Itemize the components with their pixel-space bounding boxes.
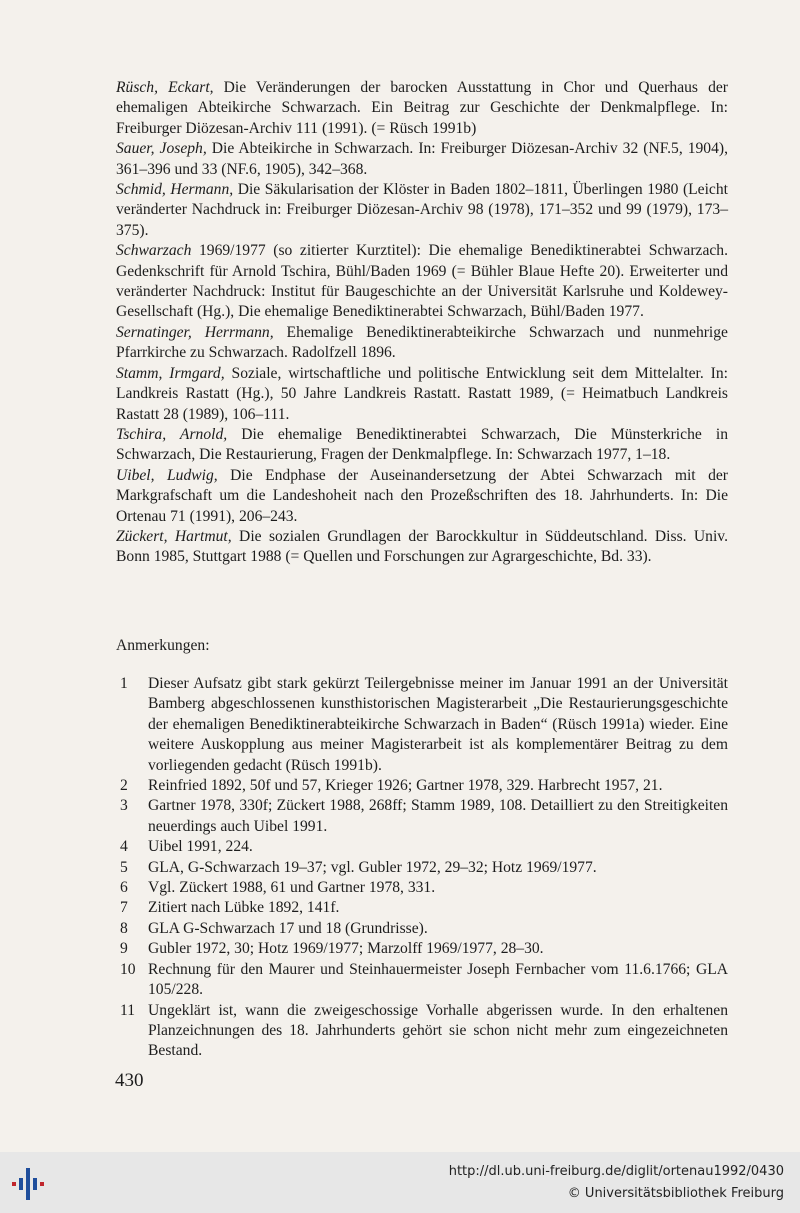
- entry-text: Die Veränderungen der barocken Ausstattung in Chor und Querhaus der ehemaligen Abteikirche Schwarzach. Ein Beitrag zur Geschichte der Denkmalpflege. In: Freiburger Diözesan-Archiv 111 (1991). (= Rüsch 1991b): [116, 79, 728, 137]
- note-text: Dieser Aufsatz gibt stark gekürzt Teilergebnisse meiner im Januar 1991 an der Universität Bamberg abgeschlossenen kunsthistorischen Magisterarbeit „Die Restaurierungsgeschichte der ehemaligen Benediktinerabteikirche Schwarzach in Baden“ (Rüsch 1991a) wieder. Eine weitere Auskopplung aus meiner Magisterarbeit ist als komplementärer Beitrag zu dem vorliegenden gedacht (Rüsch 1991b).: [148, 675, 728, 774]
- entry-author: Schmid, Hermann,: [116, 181, 234, 199]
- bibliography-entry: [116, 466, 728, 527]
- note-number: 2: [120, 777, 128, 795]
- bibliography-list: [116, 78, 728, 568]
- notes-heading: Anmerkungen:: [116, 637, 210, 654]
- entry-author: Tschira, Arnold,: [116, 425, 228, 443]
- viewer-footer: [0, 1152, 800, 1213]
- entry-author: Rüsch, Eckart,: [116, 79, 214, 96]
- ub-freiburg-logo-icon[interactable]: [12, 1162, 52, 1202]
- entry-text: Die Abteikirche in Schwarzach. In: Freiburger Diözesan-Archiv 32 (NF.5, 1904), 361–396 und 33 (NF.6, 1905), 342–368.: [116, 140, 728, 178]
- bibliography-entry: [116, 323, 728, 364]
- note-number: 9: [120, 940, 128, 958]
- note-number: 11: [120, 1001, 136, 1019]
- note-text: Ungeklärt ist, wann die zweigeschossige Vorhalle abgerissen wurde. In den erhaltenen Planzeichnungen des 18. Jahrhunderts gehört sie schon nicht mehr zum eingezeichneten Bestand.: [148, 1001, 728, 1060]
- note-number: 10: [120, 960, 136, 978]
- copyright-text: © Universitätsbibliothek Freiburg: [567, 1186, 784, 1201]
- note-item: [116, 674, 728, 776]
- note-text: Rechnung für den Maurer und Steinhauermeister Joseph Fernbacher vom 11.6.1766; GLA 105/228.: [148, 960, 728, 999]
- note-item: [116, 960, 728, 1001]
- note-item: [116, 776, 728, 796]
- note-number: 1: [120, 675, 128, 692]
- bibliography-entry: [116, 527, 728, 568]
- entry-text: 1969/1977 (so zitierter Kurztitel): Die ehemalige Benediktinerabtei Schwarzach. Gedenkschrift für Arnold Tschira, Bühl/Baden 1969 (= Bühler Blaue Hefte 20). Erweiterter und veränderter Nachdruck: Institut für Baugeschichte an der Universität Karlsruhe und Koldewey-Gesellschaft (Hg.), Die ehemalige Benediktinerabtei Schwarzach, Bühl/Baden 1977.: [116, 242, 728, 321]
- note-item: [116, 796, 728, 837]
- entry-text: Ehemalige Benediktinerabteikirche Schwarzach und nunmehrige Pfarrkirche zu Schwarzach. Radolfzell 1896.: [116, 323, 728, 362]
- entry-author: Schwarzach: [116, 242, 192, 260]
- note-text: Zitiert nach Lübke 1892, 141f.: [148, 899, 340, 917]
- note-number: 8: [120, 919, 128, 937]
- entry-text: Die Endphase der Auseinandersetzung der Abtei Schwarzach mit der Markgrafschaft um die Landeshoheit nach den Prozeßschriften des 18. Jahrhunderts. In: Die Ortenau 71 (1991), 206–243.: [116, 466, 728, 525]
- bibliography-entry: [116, 364, 728, 425]
- entry-author: Sauer, Joseph,: [116, 140, 207, 158]
- note-number: 5: [120, 858, 128, 876]
- notes-list: [116, 674, 728, 1062]
- note-number: 4: [120, 838, 128, 856]
- bibliography-entry: [116, 180, 728, 241]
- entry-text: Die ehemalige Benediktinerabtei Schwarzach, Die Münsterkriche in Schwarzach, Die Restaurierung, Fragen der Denkmalpflege. In: Schwarzach 1977, 1–18.: [116, 425, 728, 464]
- entry-text: Die sozialen Grundlagen der Barockkultur in Süddeutschland. Diss. Univ. Bonn 1985, Stuttgart 1988 (= Quellen und Forschungen zur Agrargeschichte, Bd. 33).: [116, 527, 728, 566]
- note-item: [116, 878, 728, 898]
- note-text: Reinfried 1892, 50f und 57, Krieger 1926; Gartner 1978, 329. Harbrecht 1957, 21.: [148, 777, 663, 795]
- note-item: [116, 939, 728, 959]
- note-text: GLA, G-Schwarzach 19–37; vgl. Gubler 1972, 29–32; Hotz 1969/1977.: [148, 858, 597, 876]
- note-text: GLA G-Schwarzach 17 und 18 (Grundrisse).: [148, 919, 428, 937]
- source-url-link[interactable]: http://dl.ub.uni-freiburg.de/diglit/ortenau1992/0430: [448, 1164, 784, 1179]
- entry-text: Soziale, wirtschaftliche und politische Entwicklung seit dem Mittelalter. In: Landkreis Rastatt (Hg.), 50 Jahre Landkreis Rastatt. Rastatt 1989, (= Heimatbuch Landkreis Rastatt 28 (1989), 106–111.: [116, 364, 728, 423]
- note-item: [116, 898, 728, 918]
- bibliography-entry: [116, 425, 728, 466]
- note-text: Gartner 1978, 330f; Zückert 1988, 268ff; Stamm 1989, 108. Detailliert zu den Streitigkeiten neuerdings auch Uibel 1991.: [148, 797, 728, 835]
- entry-author: Zückert, Hartmut,: [116, 527, 232, 545]
- entry-author: Sernatinger, Herrmann,: [116, 323, 274, 341]
- note-number: 6: [120, 879, 128, 897]
- note-text: Gubler 1972, 30; Hotz 1969/1977; Marzolff 1969/1977, 28–30.: [148, 940, 544, 958]
- note-text: Vgl. Zückert 1988, 61 und Gartner 1978, 331.: [148, 879, 436, 897]
- note-item: [116, 919, 728, 939]
- note-number: 7: [120, 899, 128, 917]
- bibliography-entry: [116, 241, 728, 323]
- note-item: [116, 837, 728, 857]
- page-number: 430: [115, 1070, 144, 1091]
- note-item: [116, 1001, 728, 1062]
- entry-text: Die Säkularisation der Klöster in Baden 1802–1811, Überlingen 1980 (Leicht veränderter Nachdruck in: Freiburger Diözesan-Archiv 98 (1978), 171–352 und 99 (1979), 173–375).: [116, 181, 728, 239]
- bibliography-entry: [116, 78, 728, 139]
- entry-author: Uibel, Ludwig,: [116, 466, 218, 484]
- entry-author: Stamm, Irmgard,: [116, 364, 225, 382]
- note-number: 3: [120, 797, 128, 815]
- note-text: Uibel 1991, 224.: [148, 838, 253, 856]
- bibliography-entry: [116, 139, 728, 180]
- note-item: [116, 858, 728, 878]
